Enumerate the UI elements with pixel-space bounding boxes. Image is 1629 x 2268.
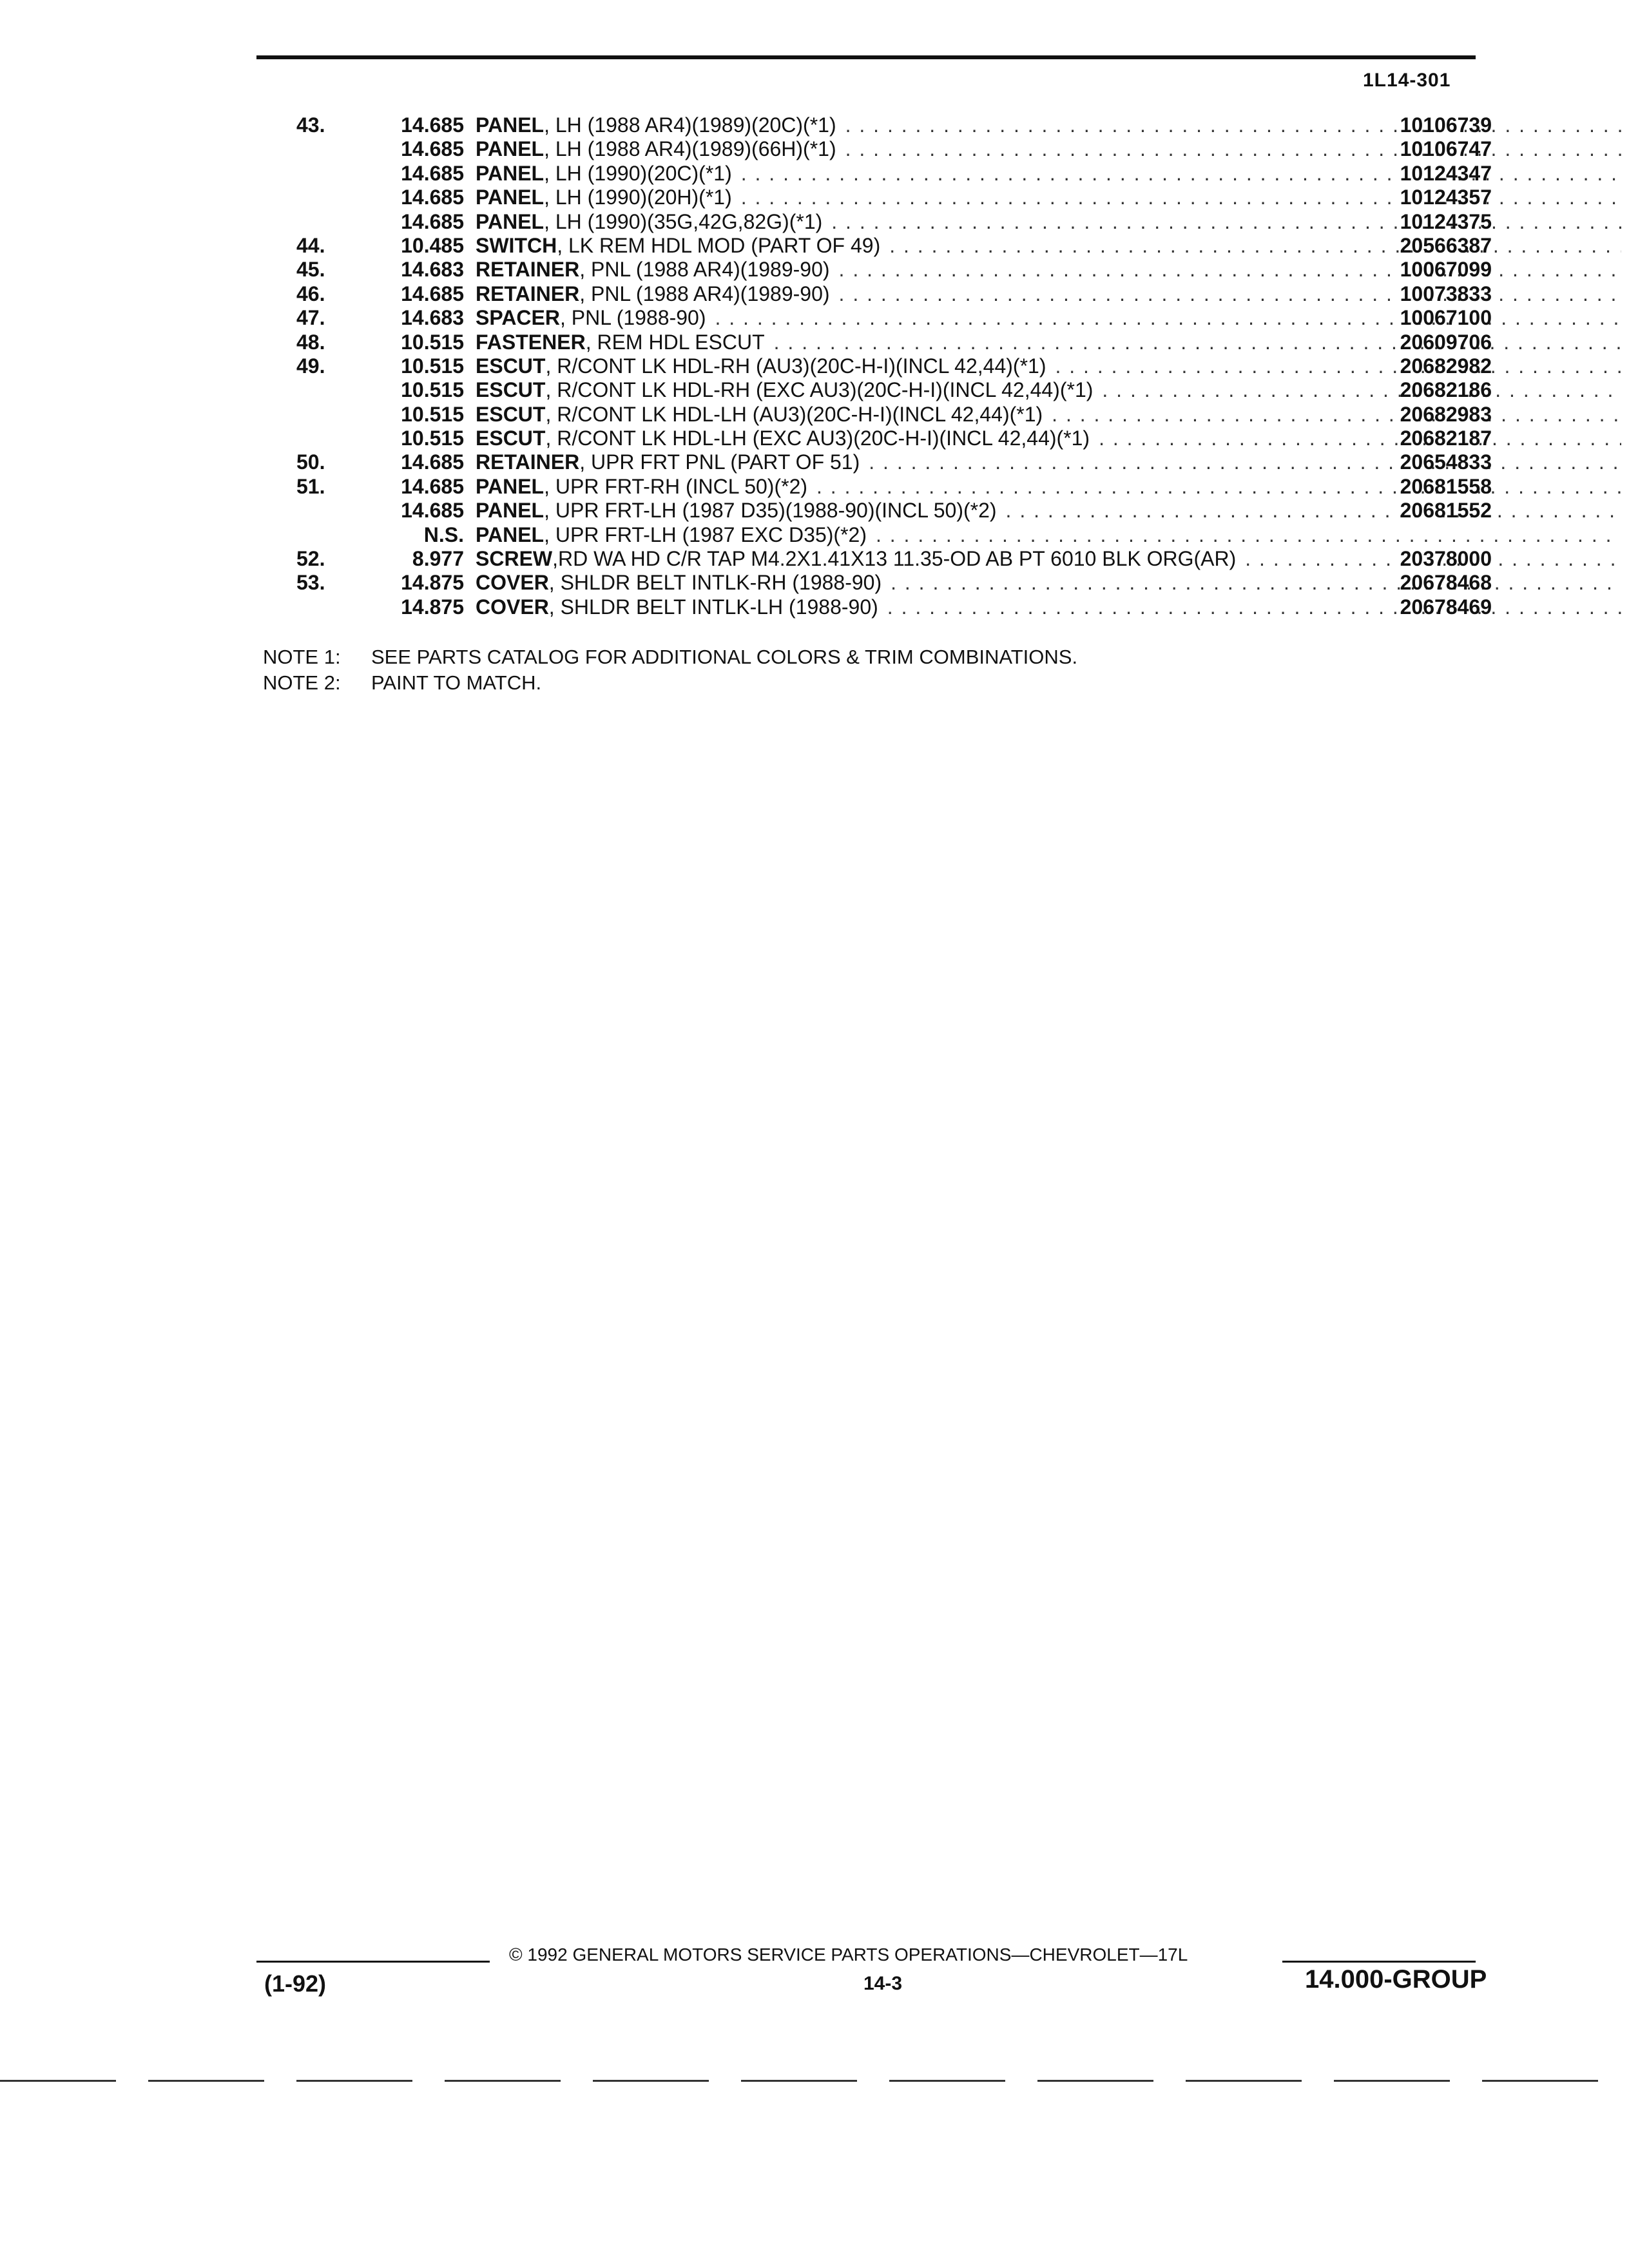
table-row <box>271 523 1492 547</box>
part-number: 20654833 <box>1400 450 1492 474</box>
part-detail: , LH (1990)(35G,42G,82G)(*1) <box>544 209 823 233</box>
group-number: 14.685 <box>401 209 464 233</box>
note-1 <box>263 644 1077 670</box>
part-detail: , LH (1988 AR4)(1989)(20C)(*1) <box>544 113 836 137</box>
part-detail: , R/CONT LK HDL-LH (AU3)(20C-H-I)(INCL 42,44)(*1) <box>545 402 1043 426</box>
group-number: 10.515 <box>401 354 464 378</box>
part-detail: , UPR FRT-RH (INCL 50)(*2) <box>544 474 808 498</box>
leader-dots <box>1055 354 1621 378</box>
part-number: 10124347 <box>1400 161 1492 185</box>
group-number: 14.685 <box>401 161 464 185</box>
part-name: SCREW <box>476 547 553 571</box>
part-number: 10067099 <box>1400 258 1492 282</box>
part-number: 20681558 <box>1400 474 1492 498</box>
table-row <box>271 258 1492 282</box>
part-detail: , LH (1990)(20H)(*1) <box>544 186 732 209</box>
note-2 <box>263 670 1077 696</box>
ref-number: 46. <box>296 282 325 305</box>
part-detail: , UPR FRT-LH (1987 EXC D35)(*2) <box>544 523 867 546</box>
part-name: PANEL <box>476 523 545 546</box>
table-row <box>271 186 1492 209</box>
table-row <box>271 499 1492 523</box>
part-number: 20378000 <box>1400 547 1492 571</box>
copyright: © 1992 GENERAL MOTORS SERVICE PARTS OPERATIONS—CHEVROLET—17L <box>509 1945 1188 1965</box>
table-row <box>271 331 1492 354</box>
part-number: 10067100 <box>1400 306 1492 330</box>
part-detail: , R/CONT LK HDL-RH (EXC AU3)(20C-H-I)(INCL 42,44)(*1) <box>545 378 1094 402</box>
group-number: 14.685 <box>401 450 464 474</box>
part-name: PANEL <box>476 499 545 523</box>
table-row <box>271 450 1492 474</box>
part-name: COVER <box>476 571 549 595</box>
leader-dots <box>1102 378 1621 402</box>
group-number: 10.515 <box>401 330 464 354</box>
group-number: 10.515 <box>401 402 464 426</box>
leader-dots <box>1099 427 1621 450</box>
part-name: PANEL <box>476 474 545 498</box>
table-row <box>271 306 1492 330</box>
part-number: 10124357 <box>1400 186 1492 209</box>
leader-dots <box>1006 499 1621 523</box>
group-number: 14.685 <box>401 186 464 209</box>
part-name: SPACER <box>476 306 560 330</box>
part-detail: , LK REM HDL MOD (PART OF 49) <box>557 233 881 257</box>
group-number: 14.875 <box>401 571 464 595</box>
part-number: 20682983 <box>1400 402 1492 426</box>
footer-rule-right <box>1282 1961 1476 1963</box>
part-name: PANEL <box>476 161 545 185</box>
table-row <box>271 137 1492 161</box>
parts-list <box>271 113 1492 619</box>
footer-rule-left <box>256 1961 490 1963</box>
part-number: 20682187 <box>1400 427 1492 450</box>
ref-number: 52. <box>296 547 325 571</box>
group-number: 14.875 <box>401 595 464 619</box>
group-number: 10.485 <box>401 233 464 257</box>
table-row <box>271 354 1492 378</box>
part-number: 20609706 <box>1400 330 1492 354</box>
part-detail: , REM HDL ESCUT <box>585 330 765 354</box>
part-number: 20682982 <box>1400 354 1492 378</box>
notes <box>263 644 1077 696</box>
group-label: 14.000-GROUP <box>1305 1965 1487 1994</box>
leader-dots <box>839 282 1621 306</box>
group-number: 8.977 <box>412 547 464 571</box>
part-number: 20566387 <box>1400 233 1492 257</box>
page-code: 1L14-301 <box>1363 70 1451 91</box>
part-number: 10106739 <box>1400 113 1492 137</box>
part-number: 10073833 <box>1400 282 1492 305</box>
table-row <box>271 547 1492 571</box>
part-number: 20678468 <box>1400 571 1492 595</box>
group-number: 14.685 <box>401 474 464 498</box>
part-detail: , SHLDR BELT INTLK-RH (1988-90) <box>548 571 882 595</box>
part-detail: , UPR FRT-LH (1987 D35)(1988-90)(INCL 50)(*2) <box>544 499 997 523</box>
ref-number: 51. <box>296 474 325 498</box>
part-detail: , UPR FRT PNL (PART OF 51) <box>579 450 860 474</box>
ref-number: 44. <box>296 233 325 257</box>
note-label: NOTE 2: <box>263 671 341 694</box>
group-number: 14.685 <box>401 137 464 161</box>
part-name: ESCUT <box>476 378 546 402</box>
group-number: 10.515 <box>401 427 464 450</box>
group-number: 14.685 <box>401 113 464 137</box>
part-description <box>476 523 1629 547</box>
part-name: PANEL <box>476 186 545 209</box>
ref-number: 53. <box>296 571 325 595</box>
table-row <box>271 234 1492 258</box>
part-detail: , SHLDR BELT INTLK-LH (1988-90) <box>548 595 878 619</box>
part-name: ESCUT <box>476 427 546 450</box>
group-number: 14.685 <box>401 499 464 523</box>
table-row <box>271 427 1492 450</box>
leader-dots <box>891 571 1621 595</box>
ref-number: 43. <box>296 113 325 137</box>
leader-dots <box>774 331 1621 354</box>
table-row <box>271 162 1492 186</box>
leader-dots <box>816 475 1621 499</box>
revision-date: (1-92) <box>264 1970 327 1997</box>
ref-number: 50. <box>296 450 325 474</box>
table-row <box>271 378 1492 402</box>
leader-dots <box>839 258 1621 282</box>
leader-dots <box>1052 403 1621 427</box>
leader-dots <box>831 210 1621 234</box>
part-number: 20678469 <box>1400 595 1492 619</box>
part-name: RETAINER <box>476 282 580 305</box>
part-name: COVER <box>476 595 549 619</box>
part-detail: , R/CONT LK HDL-RH (AU3)(20C-H-I)(INCL 42,44)(*1) <box>545 354 1046 378</box>
leader-dots <box>869 450 1621 474</box>
part-detail: , LH (1988 AR4)(1989)(66H)(*1) <box>544 137 836 161</box>
note-text: PAINT TO MATCH. <box>371 671 542 694</box>
leader-dots <box>845 137 1621 161</box>
table-row <box>271 210 1492 234</box>
group-number: 14.683 <box>401 306 464 330</box>
group-number: 14.683 <box>401 258 464 282</box>
note-text: SEE PARTS CATALOG FOR ADDITIONAL COLORS & TRIM COMBINATIONS. <box>371 646 1078 668</box>
part-number: 10124375 <box>1400 209 1492 233</box>
part-name: ESCUT <box>476 402 546 426</box>
part-detail: , PNL (1988 AR4)(1989-90) <box>579 258 830 282</box>
header-rule <box>256 55 1476 59</box>
ref-number: 45. <box>296 258 325 282</box>
bottom-rule <box>0 2080 1629 2082</box>
group-number: 14.685 <box>401 282 464 305</box>
part-number: 20682186 <box>1400 378 1492 402</box>
part-name: FASTENER <box>476 330 586 354</box>
table-row <box>271 595 1492 619</box>
part-name: PANEL <box>476 137 545 161</box>
part-detail: , R/CONT LK HDL-LH (EXC AU3)(20C-H-I)(INCL 42,44)(*1) <box>545 427 1090 450</box>
part-name: PANEL <box>476 113 545 137</box>
ref-number: 49. <box>296 354 325 378</box>
part-name: RETAINER <box>476 450 580 474</box>
group-number: 10.515 <box>401 378 464 402</box>
part-name: RETAINER <box>476 258 580 282</box>
ref-number: 48. <box>296 330 325 354</box>
part-name: ESCUT <box>476 354 546 378</box>
table-row <box>271 113 1492 137</box>
leader-dots <box>845 113 1621 137</box>
part-detail: , PNL (1988-90) <box>559 306 706 330</box>
part-detail: ,RD WA HD C/R TAP M4.2X1.41X13 11.35-OD AB PT 6010 BLK ORG(AR) <box>552 547 1237 571</box>
page-number: 14-3 <box>863 1973 903 1994</box>
table-row <box>271 403 1492 427</box>
ref-number: 47. <box>296 306 325 330</box>
table-row <box>271 475 1492 499</box>
part-number: 10106747 <box>1400 137 1492 161</box>
part-name: PANEL <box>476 209 545 233</box>
part-detail: , PNL (1988 AR4)(1989-90) <box>579 282 830 305</box>
note-label: NOTE 1: <box>263 646 341 668</box>
part-number: 20681552 <box>1400 499 1492 523</box>
table-row <box>271 571 1492 595</box>
group-number: N.S. <box>423 523 464 546</box>
part-detail: , LH (1990)(20C)(*1) <box>544 161 732 185</box>
leader-dots <box>887 595 1621 619</box>
part-name: SWITCH <box>476 233 557 257</box>
table-row <box>271 282 1492 306</box>
leader-dots <box>876 523 1621 547</box>
leader-dots <box>889 234 1621 258</box>
